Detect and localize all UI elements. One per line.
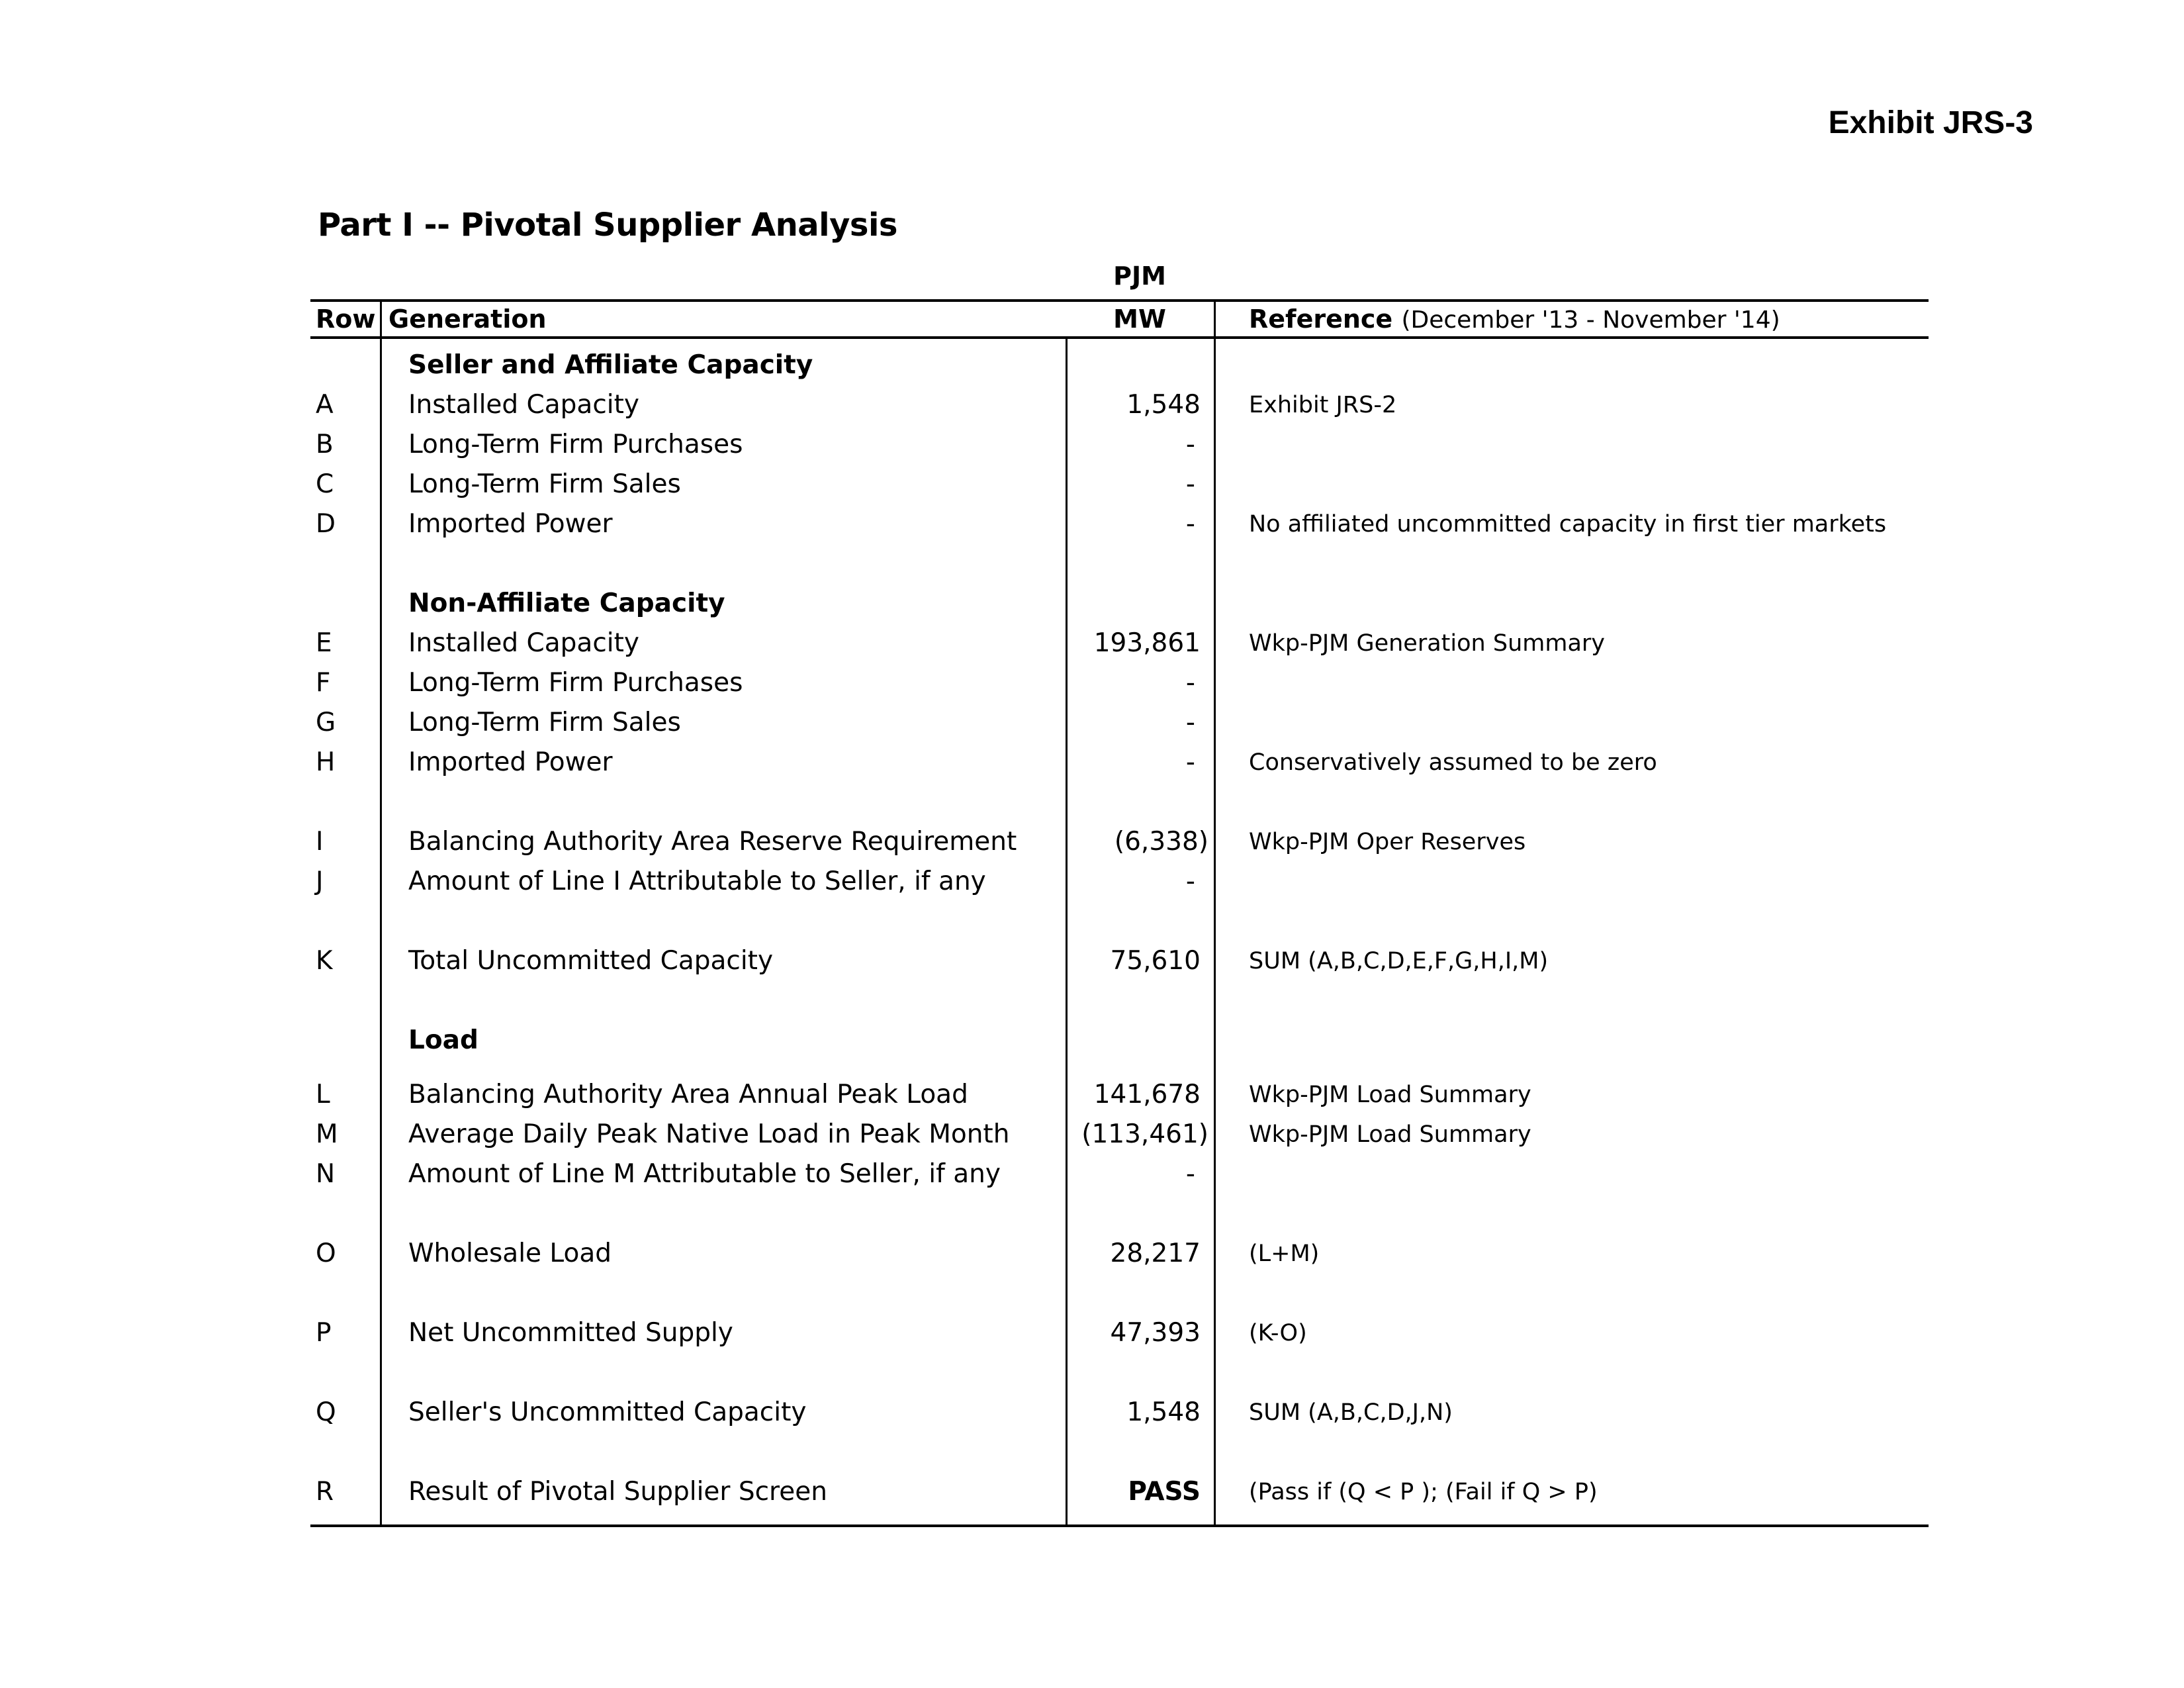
result-value: PASS — [1128, 1477, 1201, 1507]
row-label: Amount of Line I Attributable to Seller, if any — [408, 867, 986, 896]
row-label: Balancing Authority Area Annual Peak Load — [408, 1080, 968, 1109]
row-label: Total Uncommitted Capacity — [408, 946, 774, 976]
row-letter: N — [316, 1159, 336, 1189]
row-reference: Exhibit JRS-2 — [1249, 392, 1397, 418]
section-load — [310, 1021, 1929, 1060]
table-row — [310, 1154, 1929, 1194]
row-reference: Conservatively assumed to be zero — [1249, 749, 1657, 776]
table-row — [310, 624, 1929, 663]
header-generation: Generation — [388, 305, 547, 334]
row-label: Average Daily Peak Native Load in Peak Month — [408, 1119, 1010, 1149]
row-mw: - — [1185, 469, 1195, 499]
row-letter: M — [316, 1119, 338, 1149]
row-mw: - — [1185, 747, 1195, 777]
row-label: Imported Power — [408, 747, 613, 777]
row-mw: 75,610 — [1110, 946, 1201, 976]
row-label: Long-Term Firm Purchases — [408, 668, 743, 698]
header-mw: MW — [1113, 305, 1166, 334]
section-label: Non-Affiliate Capacity — [408, 588, 725, 618]
row-reference: SUM (A,B,C,D,E,F,G,H,I,M) — [1249, 948, 1549, 974]
row-label: Result of Pivotal Supplier Screen — [408, 1477, 827, 1507]
row-letter: K — [316, 946, 333, 976]
header-row: Row — [316, 305, 376, 334]
row-mw: 28,217 — [1110, 1239, 1201, 1268]
row-mw: (113,461) — [1081, 1119, 1208, 1149]
row-label: Long-Term Firm Sales — [408, 708, 681, 737]
row-letter: D — [316, 509, 336, 539]
table-row — [310, 1393, 1929, 1432]
row-mw: - — [1185, 1159, 1195, 1189]
row-label: Balancing Authority Area Reserve Requirement — [408, 827, 1017, 857]
row-mw: (6,338) — [1114, 827, 1208, 857]
row-mw: 193,861 — [1093, 628, 1201, 658]
table-row — [310, 1234, 1929, 1274]
section-seller-affiliate — [310, 346, 1929, 385]
pjm-super-header: PJM — [1113, 261, 1166, 291]
row-mw: 47,393 — [1110, 1318, 1201, 1348]
row-label: Amount of Line M Attributable to Seller, if any — [408, 1159, 1001, 1189]
row-letter: B — [316, 430, 334, 459]
row-mw: - — [1185, 668, 1195, 698]
table-row — [310, 465, 1929, 504]
row-letter: I — [316, 827, 324, 857]
table-row — [310, 1115, 1929, 1154]
table-row — [310, 1313, 1929, 1353]
row-letter: C — [316, 469, 334, 499]
row-label: Installed Capacity — [408, 628, 639, 658]
table-body — [310, 339, 1929, 1527]
table-row — [310, 822, 1929, 862]
row-mw: 1,548 — [1126, 1397, 1201, 1427]
section-non-affiliate — [310, 584, 1929, 624]
table-row-result — [310, 1472, 1929, 1512]
table-row — [310, 703, 1929, 743]
row-label: Seller's Uncommitted Capacity — [408, 1397, 807, 1427]
table-header — [310, 299, 1929, 339]
header-reference-period: (December '13 - November '14) — [1401, 306, 1780, 334]
row-letter: L — [316, 1080, 330, 1109]
row-reference: Wkp-PJM Oper Reserves — [1249, 829, 1526, 855]
table-row — [310, 743, 1929, 782]
row-letter: A — [316, 390, 334, 420]
row-reference: (Pass if (Q < P ); (Fail if Q > P) — [1249, 1479, 1598, 1505]
table-row — [310, 663, 1929, 703]
row-label: Long-Term Firm Purchases — [408, 430, 743, 459]
row-letter: F — [316, 668, 331, 698]
exhibit-label: Exhibit JRS-3 — [1828, 105, 2033, 140]
table-row — [310, 862, 1929, 902]
row-label: Wholesale Load — [408, 1239, 612, 1268]
row-mw: - — [1185, 867, 1195, 896]
row-mw: - — [1185, 509, 1195, 539]
section-label: Load — [408, 1025, 478, 1055]
page-title: Part I -- Pivotal Supplier Analysis — [318, 207, 897, 244]
row-reference: SUM (A,B,C,D,J,N) — [1249, 1399, 1453, 1426]
row-label: Net Uncommitted Supply — [408, 1318, 733, 1348]
row-mw: - — [1185, 430, 1195, 459]
row-reference: (K-O) — [1249, 1320, 1307, 1346]
table-row — [310, 941, 1929, 981]
row-letter: J — [316, 867, 324, 896]
row-letter: G — [316, 708, 336, 737]
table-row — [310, 504, 1929, 544]
section-label: Seller and Affiliate Capacity — [408, 350, 813, 380]
row-mw: - — [1185, 708, 1195, 737]
row-label: Imported Power — [408, 509, 613, 539]
row-label: Long-Term Firm Sales — [408, 469, 681, 499]
row-letter: E — [316, 628, 332, 658]
row-letter: Q — [316, 1397, 336, 1427]
row-letter: O — [316, 1239, 336, 1268]
row-reference: Wkp-PJM Load Summary — [1249, 1082, 1531, 1108]
row-letter: H — [316, 747, 336, 777]
row-mw: 141,678 — [1093, 1080, 1201, 1109]
table-row — [310, 425, 1929, 465]
row-mw: 1,548 — [1126, 390, 1201, 420]
row-letter: P — [316, 1318, 332, 1348]
header-reference-label: Reference — [1249, 305, 1393, 334]
row-reference: No affiliated uncommitted capacity in first tier markets — [1249, 511, 1887, 538]
header-reference — [1249, 302, 1780, 336]
row-label: Installed Capacity — [408, 390, 639, 420]
table-row — [310, 1075, 1929, 1115]
row-reference: Wkp-PJM Generation Summary — [1249, 630, 1605, 657]
row-letter: R — [316, 1477, 334, 1507]
table-row — [310, 385, 1929, 425]
row-reference: Wkp-PJM Load Summary — [1249, 1121, 1531, 1148]
row-reference: (L+M) — [1249, 1241, 1320, 1267]
